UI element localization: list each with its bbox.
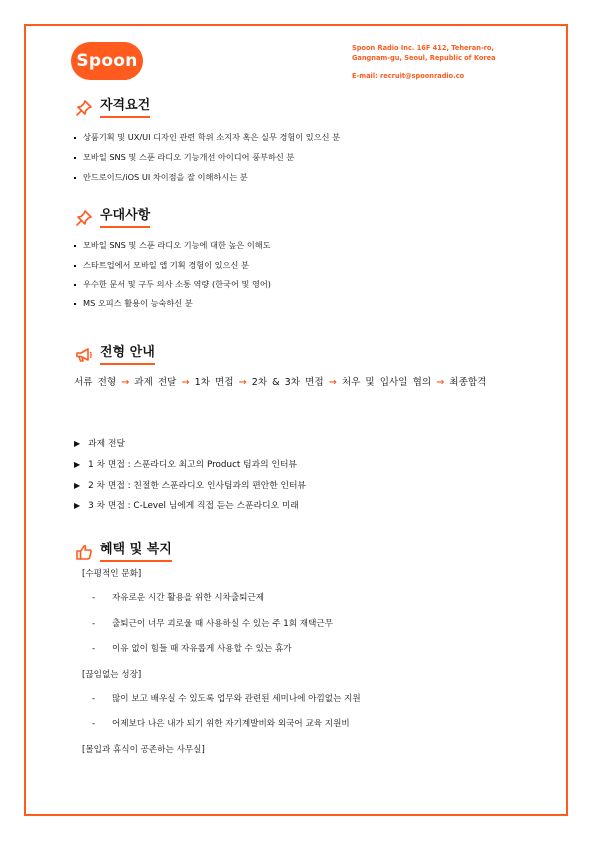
address-line-2: Gangnam-gu, Seoul, Republic of Korea: [352, 53, 496, 62]
process-step: ▶ 과제 전달: [74, 439, 125, 449]
process-step: ▶ 3 차 면접 : C-Level 님에게 직접 듣는 스푼라디오 미래: [74, 501, 299, 511]
benefit-group-label: [끊임없는 성장]: [82, 670, 142, 680]
list-item: 모바일 SNS 및 스푼 라디오 기능개선 아이디어 풍부하신 분: [74, 152, 294, 163]
company-address: [352, 44, 557, 82]
pin-icon: [74, 99, 94, 117]
contact-email: E-mail: recruit@spoonradio.co: [352, 72, 465, 80]
thumbs-up-icon: [74, 543, 94, 561]
section-title: 혜택 및 복지: [100, 541, 172, 562]
benefit-item: - 어제보다 나은 내가 되기 위한 자기계발비와 외국어 교육 지원비: [92, 719, 350, 729]
benefit-item: - 이유 없이 힘들 때 자유롭게 사용할 수 있는 휴가: [92, 644, 292, 654]
list-item: 상품기획 및 UX/UI 디자인 관련 학위 소지자 혹은 실무 경험이 있으신 분: [74, 132, 340, 143]
list-item: 우수한 문서 및 구두 의사 소통 역량 (한국어 및 영어): [74, 279, 271, 290]
list-item: MS 오피스 활용이 능숙하신 분: [74, 298, 193, 309]
section-preferred-heading: [74, 207, 150, 228]
process-step: ▶ 2 차 면접 : 친절한 스푼라디오 인사팀과의 편안한 인터뷰: [74, 481, 307, 491]
pin-icon: [74, 209, 94, 227]
megaphone-icon: [74, 346, 94, 364]
section-title: 자격요건: [100, 97, 150, 118]
list-item: 안드로이드/iOS UI 차이점을 잘 이해하시는 분: [74, 172, 248, 183]
section-title: 우대사항: [100, 207, 150, 228]
section-benefits-heading: [74, 541, 172, 562]
logo-text: Spoon: [76, 51, 138, 71]
section-process-heading: [74, 344, 155, 365]
benefit-group-label: [수평적인 문화]: [82, 569, 142, 579]
section-title: 전형 안내: [100, 344, 155, 365]
address-line-1: Spoon Radio Inc. 16F 412, Teheran-ro,: [352, 44, 494, 52]
process-flow: 서류 전형 → 과제 전달 → 1차 면접 → 2차 & 3차 면접 → 처우 및 입사일 협의 → 최종합격: [74, 377, 487, 388]
benefit-item: - 자유로운 시간 활용을 위한 시차출퇴근제: [92, 593, 265, 603]
section-qualifications-heading: [74, 97, 150, 118]
benefit-item: - 출퇴근이 너무 괴로울 때 사용하실 수 있는 주 1회 재택근무: [92, 619, 333, 629]
spoon-logo: [71, 42, 143, 80]
list-item: 모바일 SNS 및 스푼 라디오 기능에 대한 높은 이해도: [74, 240, 271, 251]
list-item: 스타트업에서 모바일 앱 기획 경험이 있으신 분: [74, 260, 249, 271]
benefit-item: - 많이 보고 배우실 수 있도록 업무와 관련된 세미나에 아낌없는 지원: [92, 694, 361, 704]
process-step: ▶ 1 차 면접 : 스푼라디오 최고의 Product 팀과의 인터뷰: [74, 460, 297, 470]
benefit-group-label: [몰입과 휴식이 공존하는 사무실]: [82, 745, 205, 755]
